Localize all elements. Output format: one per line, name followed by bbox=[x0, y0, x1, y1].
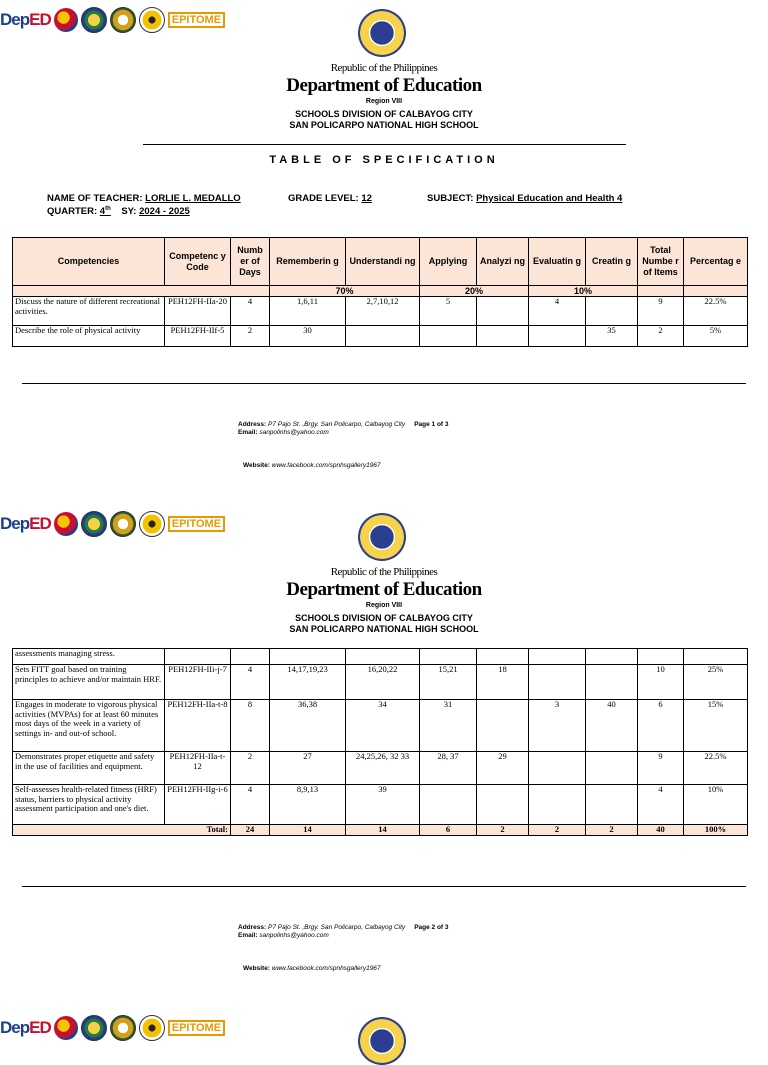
table-cell: 15,21 bbox=[420, 665, 477, 700]
table-cell: 5 bbox=[420, 297, 477, 326]
department-heading: Department of Education bbox=[286, 75, 482, 96]
competency-cell: Sets FITT goal based on training principles to achieve and/or maintain HRF. bbox=[13, 665, 165, 700]
table-cell: 1,6,11 bbox=[270, 297, 346, 326]
quarter-suffix: th bbox=[105, 206, 111, 212]
address-label: Address: bbox=[238, 421, 267, 428]
pct-middle: 20% bbox=[420, 286, 529, 297]
table-cell: 25% bbox=[684, 665, 748, 700]
table-cell: 34 bbox=[346, 700, 420, 752]
total-cell: 2 bbox=[529, 825, 586, 836]
table-cell bbox=[477, 297, 529, 326]
website-footer bbox=[243, 462, 381, 469]
address-label: Address: bbox=[238, 924, 267, 931]
table-cell: 16,20,22 bbox=[346, 665, 420, 700]
subject-label: SUBJECT: bbox=[427, 193, 474, 204]
website-footer bbox=[243, 965, 381, 972]
subject-value: Physical Education and Health 4 bbox=[476, 193, 623, 204]
email-label: Email: bbox=[238, 932, 258, 939]
table-cell: 4 bbox=[529, 297, 586, 326]
table-cell: 22.5% bbox=[684, 297, 748, 326]
competency-cell: assessments managing stress. bbox=[13, 649, 165, 665]
footer-divider bbox=[22, 886, 746, 887]
program-logo bbox=[139, 7, 165, 33]
pct-blank-3 bbox=[684, 286, 748, 297]
sy-label: SY: bbox=[121, 206, 137, 218]
school-seal-logo bbox=[110, 511, 136, 537]
table-cell bbox=[638, 649, 684, 665]
table-row bbox=[13, 326, 748, 347]
total-row bbox=[13, 825, 748, 836]
header-logos bbox=[0, 509, 225, 539]
table-cell: 28, 37 bbox=[420, 752, 477, 785]
deped-logo: DepED bbox=[0, 1018, 51, 1037]
division-seal-logo bbox=[81, 7, 107, 33]
teacher-label: NAME OF TEACHER: bbox=[47, 193, 143, 204]
division-heading: SCHOOLS DIVISION OF CALBAYOG CITY bbox=[295, 613, 473, 623]
region-heading: Region VIII bbox=[365, 98, 403, 105]
table-cell bbox=[529, 752, 586, 785]
table-cell bbox=[477, 649, 529, 665]
table-cell bbox=[586, 785, 638, 825]
header-cell: Percentag e bbox=[684, 238, 748, 286]
table-cell: 2 bbox=[231, 752, 270, 785]
table-cell: 22.5% bbox=[684, 752, 748, 785]
table-cell: PEH12FH-IIa-t-12 bbox=[165, 752, 231, 785]
table-cell bbox=[165, 649, 231, 665]
table-cell: PEH12FH-IIi-j-7 bbox=[165, 665, 231, 700]
pct-blank bbox=[13, 286, 270, 297]
table-cell: 2,7,10,12 bbox=[346, 297, 420, 326]
total-cell: 24 bbox=[231, 825, 270, 836]
website-link[interactable]: www.facebook.com/spnhsgallery1967 bbox=[271, 965, 381, 972]
table-cell: 40 bbox=[586, 700, 638, 752]
total-label: Total: bbox=[13, 825, 231, 836]
table-cell: 2 bbox=[231, 326, 270, 347]
table-cell bbox=[420, 785, 477, 825]
document-page-2 bbox=[0, 504, 768, 1008]
email-label: Email: bbox=[238, 429, 258, 436]
competency-cell: Engages in moderate to vigorous physical activities (MVPAs) for at least 60 minutes most days of the week in a variety of settings in- and out-of school. bbox=[13, 700, 165, 752]
document-page-3-partial bbox=[0, 1008, 768, 1037]
table-cell: 8,9,13 bbox=[270, 785, 346, 825]
table-cell bbox=[270, 649, 346, 665]
table-row bbox=[13, 649, 748, 665]
page-number: Page 2 of 3 bbox=[414, 924, 449, 931]
competency-cell: Discuss the nature of different recreational activities. bbox=[13, 297, 165, 326]
table-row bbox=[13, 785, 748, 825]
table-cell: 10 bbox=[638, 665, 684, 700]
deped-seal bbox=[358, 513, 406, 561]
table-cell: PEH12FH-IIa-20 bbox=[165, 297, 231, 326]
table-cell bbox=[529, 649, 586, 665]
website-label: Website: bbox=[243, 462, 270, 469]
table-cell bbox=[684, 649, 748, 665]
table-cell: PEH12FH-IIa-t-8 bbox=[165, 700, 231, 752]
grade-level-info bbox=[288, 194, 372, 204]
epitome-logo: EPITOME bbox=[168, 516, 225, 532]
table-cell: 9 bbox=[638, 297, 684, 326]
table-cell bbox=[420, 649, 477, 665]
department-heading: Department of Education bbox=[286, 579, 482, 600]
table-row bbox=[13, 700, 748, 752]
header-divider bbox=[143, 144, 626, 145]
page-footer bbox=[238, 421, 449, 437]
table-cell: 15% bbox=[684, 700, 748, 752]
table-cell: 4 bbox=[231, 297, 270, 326]
total-cell: 14 bbox=[270, 825, 346, 836]
website-label: Website: bbox=[243, 965, 270, 972]
quarter-label: QUARTER: bbox=[47, 206, 98, 218]
table-cell bbox=[586, 297, 638, 326]
bagong-pilipinas-logo bbox=[54, 512, 78, 536]
grade-label: GRADE LEVEL: bbox=[288, 193, 359, 204]
address-text: P7 Pajo St. ,Brgy. San Policarpo, Calbayog City bbox=[268, 924, 406, 931]
header-logos bbox=[0, 1013, 225, 1043]
table-cell: 6 bbox=[638, 700, 684, 752]
table-cell bbox=[420, 326, 477, 347]
table-cell: 4 bbox=[231, 665, 270, 700]
table-cell: 14,17,19,23 bbox=[270, 665, 346, 700]
page-footer bbox=[238, 924, 449, 940]
table-cell: 8 bbox=[231, 700, 270, 752]
pct-blank-2 bbox=[638, 286, 684, 297]
document-title: TABLE OF SPECIFICATION bbox=[269, 154, 499, 166]
email-text: sanpolinhs@yahoo.com bbox=[259, 429, 329, 436]
document-page-1 bbox=[0, 0, 768, 504]
competency-cell: Demonstrates proper etiquette and safety in the use of facilities and equipment. bbox=[13, 752, 165, 785]
school-seal-logo bbox=[110, 7, 136, 33]
table-cell: 5% bbox=[684, 326, 748, 347]
program-logo bbox=[139, 511, 165, 537]
table-cell: 3 bbox=[529, 700, 586, 752]
table-cell: 36,38 bbox=[270, 700, 346, 752]
bagong-pilipinas-logo bbox=[54, 1016, 78, 1040]
table-cell: 4 bbox=[231, 785, 270, 825]
table-cell bbox=[231, 649, 270, 665]
header-cell: Analyzi ng bbox=[477, 238, 529, 286]
total-cell: 100% bbox=[684, 825, 748, 836]
table-cell: 29 bbox=[477, 752, 529, 785]
percentage-row bbox=[13, 286, 748, 297]
header-cell: Understandi ng bbox=[346, 238, 420, 286]
table-cell: 31 bbox=[420, 700, 477, 752]
table-cell: 24,25,26, 32 33 bbox=[346, 752, 420, 785]
epitome-logo: EPITOME bbox=[168, 1020, 225, 1036]
total-cell: 14 bbox=[346, 825, 420, 836]
table-cell: 30 bbox=[270, 326, 346, 347]
table-cell bbox=[477, 700, 529, 752]
header-cell: Evaluatin g bbox=[529, 238, 586, 286]
table-cell bbox=[529, 326, 586, 347]
division-seal-logo bbox=[81, 511, 107, 537]
table-cell: 35 bbox=[586, 326, 638, 347]
competency-cell: Self-assesses health-related fitness (HRF) status, barriers to physical activity assessment participation and one's diet. bbox=[13, 785, 165, 825]
region-heading: Region VIII bbox=[365, 602, 403, 609]
table-cell bbox=[346, 649, 420, 665]
deped-logo: DepED bbox=[0, 10, 51, 29]
deped-seal bbox=[358, 9, 406, 57]
school-seal-logo bbox=[110, 1015, 136, 1041]
total-cell: 6 bbox=[420, 825, 477, 836]
table-row bbox=[13, 297, 748, 326]
teacher-quarter-info bbox=[47, 194, 241, 217]
table-cell: 9 bbox=[638, 752, 684, 785]
table-cell bbox=[477, 785, 529, 825]
table-cell bbox=[346, 326, 420, 347]
subject-info bbox=[427, 194, 622, 204]
table-cell bbox=[586, 752, 638, 785]
header-cell: Rememberin g bbox=[270, 238, 346, 286]
division-heading: SCHOOLS DIVISION OF CALBAYOG CITY bbox=[295, 109, 473, 119]
header-cell: Numb er of Days bbox=[231, 238, 270, 286]
specification-table bbox=[12, 237, 748, 347]
pct-higher: 10% bbox=[529, 286, 638, 297]
email-text: sanpolinhs@yahoo.com bbox=[259, 932, 329, 939]
header-cell: Applying bbox=[420, 238, 477, 286]
pct-lower: 70% bbox=[270, 286, 420, 297]
quarter-value: 4 bbox=[99, 206, 106, 218]
republic-heading: Republic of the Philippines bbox=[330, 62, 438, 74]
table-cell bbox=[529, 665, 586, 700]
table-cell bbox=[586, 665, 638, 700]
total-cell: 2 bbox=[586, 825, 638, 836]
table-cell bbox=[477, 326, 529, 347]
table-cell: 10% bbox=[684, 785, 748, 825]
epitome-logo: EPITOME bbox=[168, 12, 225, 28]
sy-value: 2024 - 2025 bbox=[139, 206, 190, 218]
table-cell: PEH12FH-IIf-5 bbox=[165, 326, 231, 347]
competency-cell: Describe the role of physical activity bbox=[13, 326, 165, 347]
table-cell: 18 bbox=[477, 665, 529, 700]
grade-value: 12 bbox=[361, 193, 372, 204]
address-text: P7 Pajo St. ,Brgy. San Policarpo, Calbayog City bbox=[268, 421, 406, 428]
table-cell: 39 bbox=[346, 785, 420, 825]
header-cell: Competenc y Code bbox=[165, 238, 231, 286]
division-seal-logo bbox=[81, 1015, 107, 1041]
page-number: Page 1 of 3 bbox=[414, 421, 449, 428]
total-cell: 2 bbox=[477, 825, 529, 836]
table-cell bbox=[529, 785, 586, 825]
header-cell: Total Numbe r of Items bbox=[638, 238, 684, 286]
specification-table-continued bbox=[12, 648, 748, 836]
table-cell bbox=[586, 649, 638, 665]
republic-heading: Republic of the Philippines bbox=[330, 566, 438, 578]
table-header-row bbox=[13, 238, 748, 286]
header-logos bbox=[0, 5, 225, 35]
header-cell: Competencies bbox=[13, 238, 165, 286]
school-heading: SAN POLICARPO NATIONAL HIGH SCHOOL bbox=[289, 120, 479, 130]
table-cell: 2 bbox=[638, 326, 684, 347]
bagong-pilipinas-logo bbox=[54, 8, 78, 32]
deped-seal bbox=[358, 1017, 406, 1065]
table-cell: 4 bbox=[638, 785, 684, 825]
teacher-name: LORLIE L. MEDALLO bbox=[145, 193, 241, 204]
table-cell: 27 bbox=[270, 752, 346, 785]
table-row bbox=[13, 752, 748, 785]
website-link[interactable]: www.facebook.com/spnhsgallery1967 bbox=[271, 462, 381, 469]
program-logo bbox=[139, 1015, 165, 1041]
deped-logo: DepED bbox=[0, 514, 51, 533]
total-cell: 40 bbox=[638, 825, 684, 836]
footer-divider bbox=[22, 383, 746, 384]
table-cell: PEH12FH-IIg-i-6 bbox=[165, 785, 231, 825]
header-cell: Creatin g bbox=[586, 238, 638, 286]
table-row bbox=[13, 665, 748, 700]
school-heading: SAN POLICARPO NATIONAL HIGH SCHOOL bbox=[289, 624, 479, 634]
